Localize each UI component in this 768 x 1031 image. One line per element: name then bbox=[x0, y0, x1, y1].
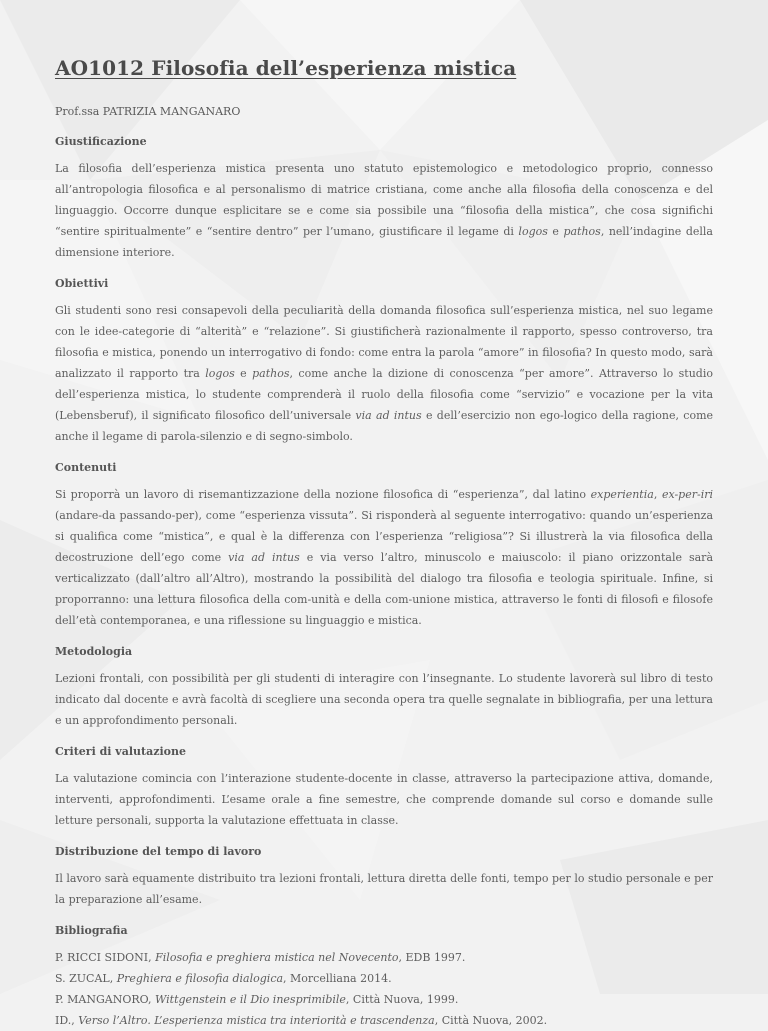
text-run: Il lavoro sarà equamente distribuito tra lezioni frontali, lettura diretta delle fonti, tempo per lo studio personale e per la preparazione all’esame. bbox=[55, 872, 713, 906]
section-heading: Distribuzione del tempo di lavoro bbox=[55, 845, 262, 858]
section-paragraph bbox=[55, 868, 713, 910]
text-run: Gli studenti sono resi consapevoli della peculiarità della domanda filosofica sull’esperienza mistica, nel suo legame con le idee-categorie di “alterità” e “relazione”. Si giustificherà razionalmente il rapporto, spesso controverso, tra filosofia e mistica, ponendo un interrogativo di fondo: come entra la parola “amore” in filosofia? In questo modo, sarà analizzato il rapporto tra bbox=[55, 304, 713, 380]
bibliography-section bbox=[55, 924, 713, 1031]
section-obiettivi bbox=[55, 277, 713, 447]
section-distribuzione-del-tempo-di-lavoro bbox=[55, 845, 713, 910]
document-title: AO1012 Filosofia dell’esperienza mistica bbox=[55, 56, 517, 80]
section-contenuti bbox=[55, 461, 713, 631]
section-paragraph bbox=[55, 484, 713, 631]
text-run: , Morcelliana 2014. bbox=[283, 972, 392, 985]
text-run: La filosofia dell’esperienza mistica presenta uno statuto epistemologico e metodologico proprio, connesso all’antropologia filosofica e al personalismo di matrice cristiana, come anche alla filosofia della conoscenza e del linguaggio. Occorre dunque esplicitare se e come sia possibile una “filosofia della mistica”, che cosa significhi “sentire spiritualmente” e “sentire dentro” per l’umano, giustificare il legame di bbox=[55, 162, 713, 238]
section-metodologia bbox=[55, 645, 713, 731]
text-run: S. ZUCAL, bbox=[55, 972, 117, 985]
text-run: , nell’indagine della dimensione interiore. bbox=[55, 225, 713, 259]
text-run: e dell’esercizio non ego-logico della ragione, come anche il legame di parola-silenzio e di segno-simbolo. bbox=[55, 409, 714, 443]
section-heading: Obiettivi bbox=[55, 277, 109, 290]
text-run: e bbox=[234, 367, 253, 380]
text-run: , Città Nuova, 1999. bbox=[345, 993, 459, 1006]
section-heading-bibliografia: Bibliografia bbox=[55, 924, 128, 937]
italic-term: via ad intus bbox=[355, 409, 422, 422]
text-run: Lezioni frontali, con possibilità per gli studenti di interagire con l’insegnante. Lo studente lavorerà sul libro di testo indicato dal docente e avrà facoltà di scegliere una seconda opera tra quelle segnalate in bibliografia, per una lettura e un approfondimento personali. bbox=[55, 672, 713, 727]
section-giustificazione bbox=[55, 135, 713, 263]
bibliography-entry bbox=[55, 947, 713, 968]
text-run: ID., bbox=[55, 1014, 79, 1027]
italic-term: logos bbox=[205, 367, 235, 380]
bibliography-entry bbox=[55, 968, 713, 989]
italic-term: Verso l’Altro. L’esperienza mistica tra interiorità e trascendenza bbox=[78, 1014, 435, 1027]
text-run: P. RICCI SIDONI, bbox=[55, 951, 156, 964]
text-run: P. MANGANORO, bbox=[55, 993, 156, 1006]
text-run: (andare-da passando-per), come “esperienza vissuta”. Si risponderà al seguente interrogativo: quando un’esperienza si qualifica come “mistica”, e qual è la differenza con l’esperienza “religiosa”? Si illustrerà la via filosofica della decostruzione dell’ego come bbox=[55, 509, 713, 564]
sections-container bbox=[55, 135, 713, 910]
italic-term: pathos bbox=[252, 367, 290, 380]
text-run: , bbox=[653, 488, 662, 501]
text-run: , Città Nuova, 2002. bbox=[434, 1014, 548, 1027]
bibliography-entry bbox=[55, 1010, 713, 1031]
text-run: , come anche la dizione di conoscenza “per amore”. Attraverso lo studio dell’esperienza mistica, lo studente comprenderà il ruolo della filosofia come “servizio” e vocazione per la vita (Lebensberuf), il significato filosofico dell’universale bbox=[55, 367, 713, 422]
section-heading: Contenuti bbox=[55, 461, 117, 474]
italic-term: pathos bbox=[563, 225, 601, 238]
text-run: La valutazione comincia con l’interazione studente-docente in classe, attraverso la partecipazione attiva, domande, interventi, approfondimenti. L’esame orale a fine semestre, che comprende domande sul corso e domande sulle letture personali, supporta la valutazione effettuata in classe. bbox=[55, 772, 713, 827]
section-heading: Giustificazione bbox=[55, 135, 147, 148]
section-paragraph bbox=[55, 668, 713, 731]
bibliography-list bbox=[55, 947, 713, 1031]
text-run: e via verso l’altro, minuscolo e maiuscolo: il piano orizzontale sarà verticalizzato (dall’altro all’Altro), mostrando la possibilità del dialogo tra filosofia e teologia spirituale. Infine, si proporranno: una lettura filosofica della com-unità e della com-unione mistica, attraverso le fonti di filosofi e filosofe dell’età contemporanea, e una riflessione su linguaggio e mistica. bbox=[55, 551, 714, 627]
section-criteri-di-valutazione bbox=[55, 745, 713, 831]
section-paragraph bbox=[55, 300, 713, 447]
text-run: , EDB 1997. bbox=[398, 951, 466, 964]
italic-term: Preghiera e filosofia dialogica bbox=[116, 972, 284, 985]
section-heading: Metodologia bbox=[55, 645, 133, 658]
italic-term: ex-per-iri bbox=[661, 488, 713, 501]
text-run: e bbox=[547, 225, 564, 238]
italic-term: logos bbox=[518, 225, 548, 238]
section-heading: Criteri di valutazione bbox=[55, 745, 186, 758]
section-paragraph bbox=[55, 158, 713, 263]
text-run: Si proporrà un lavoro di risemantizzazione della nozione filosofica di “esperienza”, dal latino bbox=[55, 488, 591, 501]
course-instructor: Prof.ssa PATRIZIA MANGANARO bbox=[55, 105, 241, 118]
italic-term: Wittgenstein e il Dio inesprimibile bbox=[155, 993, 346, 1006]
italic-term: via ad intus bbox=[228, 551, 300, 564]
section-paragraph bbox=[55, 768, 713, 831]
italic-term: Filosofia e preghiera mistica nel Novecento bbox=[155, 951, 399, 964]
italic-term: experientia bbox=[590, 488, 654, 501]
bibliography-entry bbox=[55, 989, 713, 1010]
